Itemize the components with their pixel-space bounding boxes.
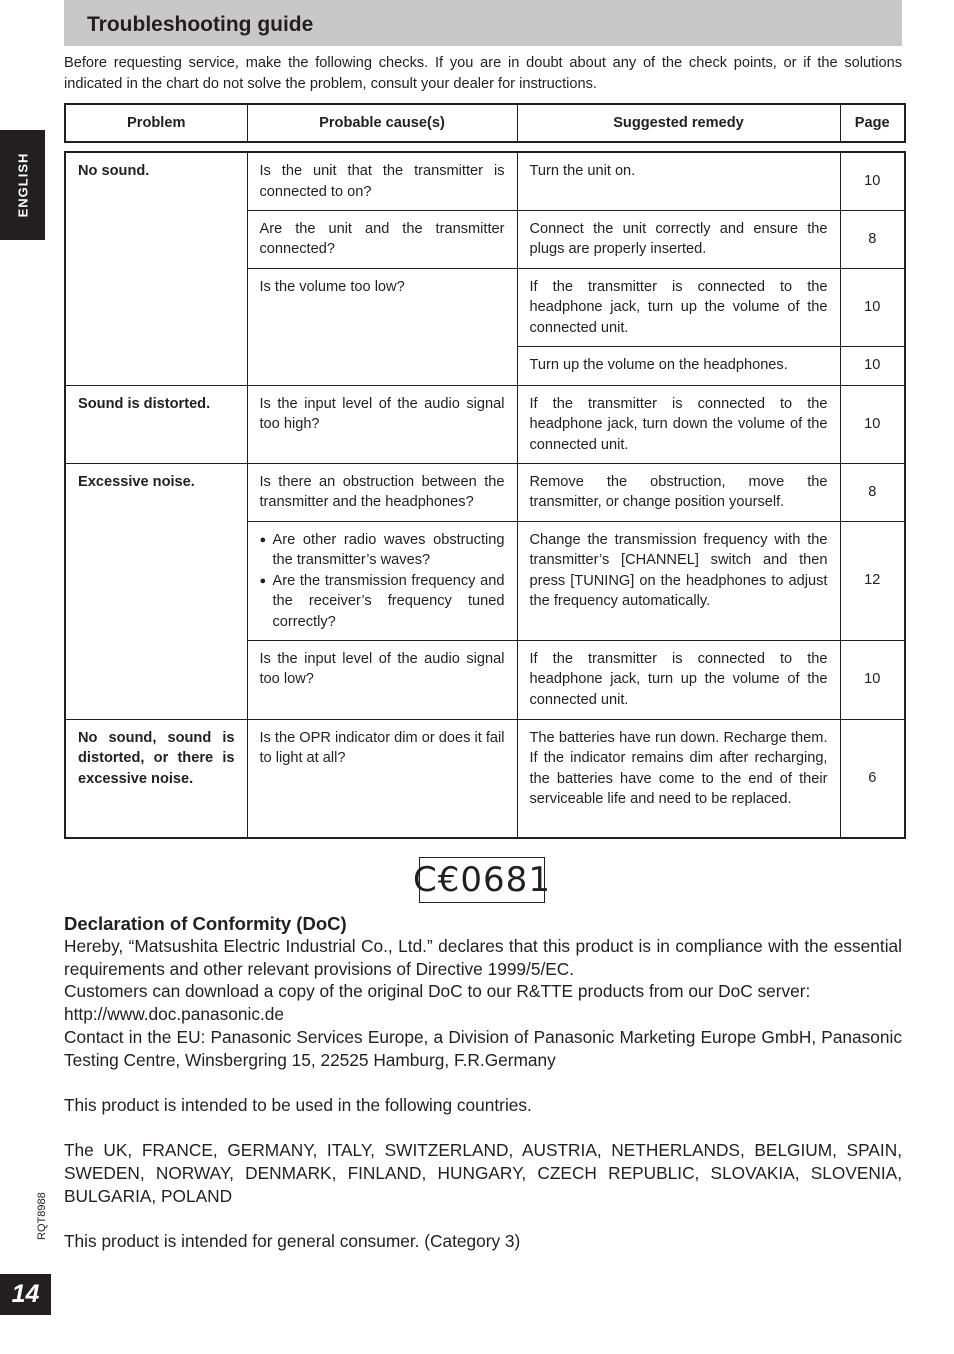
- problem-cell: No sound, sound is distorted, or there is excessive noise.: [65, 719, 247, 838]
- page-number-label: 14: [11, 1280, 40, 1308]
- page-number: [0, 1274, 51, 1315]
- header-remedy: Suggested remedy: [517, 104, 840, 142]
- list-item: ● Are the transmission frequency and the receiver’s frequency tuned correctly?: [260, 571, 505, 633]
- problem-cell: Sound is distorted.: [65, 385, 247, 463]
- page-cell: 6: [840, 719, 905, 838]
- page-cell: 10: [840, 385, 905, 463]
- declaration-heading: Declaration of Conformity (DoC): [64, 913, 347, 934]
- page-cell: 8: [840, 210, 905, 268]
- doc-server-url: http://www.doc.panasonic.de: [64, 1004, 284, 1025]
- header-cause: Probable cause(s): [247, 104, 517, 142]
- cause-cell: Is the input level of the audio signal too low?: [247, 640, 517, 719]
- list-item: ● Are other radio waves obstructing the transmitter’s waves?: [260, 530, 505, 571]
- declaration-paragraph: Hereby, “Matsushita Electric Industrial Co., Ltd.” declares that this product is in compliance with the essential requirements and other relevant provisions of Directive 1999/5/EC.: [64, 936, 902, 979]
- remedy-cell: The batteries have run down. Recharge them. If the indicator remains dim after recharging, the batteries have come to the end of their serviceable life and need to be replaced.: [517, 719, 840, 838]
- remedy-cell: Turn up the volume on the headphones.: [517, 346, 840, 385]
- declaration-paragraph: This product is intended to be used in the following countries.: [64, 1094, 532, 1115]
- cause-cell: Are the unit and the transmitter connected?: [247, 210, 517, 268]
- cause-cell: Is the volume too low?: [247, 268, 517, 385]
- page-cell: 10: [840, 152, 905, 210]
- remedy-cell: Connect the unit correctly and ensure the plugs are properly inserted.: [517, 210, 840, 268]
- remedy-cell: If the transmitter is connected to the headphone jack, turn up the volume of the connected unit.: [517, 640, 840, 719]
- remedy-cell: Change the transmission frequency with the transmitter’s [CHANNEL] switch and then press [TUNING] on the headphones to adjust the frequency automatically.: [517, 521, 840, 640]
- table-header: [64, 103, 906, 143]
- cause-cell: [247, 521, 517, 640]
- header-problem: Problem: [65, 104, 247, 142]
- cause-cell: Is the input level of the audio signal too high?: [247, 385, 517, 463]
- page-title: Troubleshooting guide: [87, 13, 314, 36]
- cause-cell: Is the unit that the transmitter is connected to on?: [247, 152, 517, 210]
- remedy-cell: Turn the unit on.: [517, 152, 840, 210]
- page-cell: 10: [840, 640, 905, 719]
- intro-text: Before requesting service, make the following checks. If you are in doubt about any of the check points, or if the solutions indicated in the chart do not solve the problem, consult your dealer for instructions.: [64, 55, 902, 92]
- page-cell: 10: [840, 346, 905, 385]
- ce-mark-text: C€0681: [413, 860, 551, 900]
- table-row: [65, 719, 905, 838]
- countries-list: The UK, FRANCE, GERMANY, ITALY, SWITZERLAND, AUSTRIA, NETHERLANDS, BELGIUM, SPAIN, SWEDEN, NORWAY, DENMARK, FINLAND, HUNGARY, CZECH REPUBLIC, SLOVAKIA, SLOVENIA, BULGARIA, POLAND: [64, 1140, 902, 1206]
- title-bar: [64, 0, 902, 46]
- table-row: [65, 385, 905, 463]
- problem-cell: No sound.: [65, 152, 247, 385]
- remedy-cell: If the transmitter is connected to the headphone jack, turn down the volume of the connected unit.: [517, 385, 840, 463]
- table-row: [65, 152, 905, 210]
- cause-cell: Is the OPR indicator dim or does it fail to light at all?: [247, 719, 517, 838]
- remedy-cell: If the transmitter is connected to the headphone jack, turn up the volume of the connected unit.: [517, 268, 840, 346]
- troubleshooting-table: [64, 151, 906, 839]
- language-tab-label: ENGLISH: [15, 152, 30, 218]
- model-code: RQT8988: [36, 1192, 48, 1240]
- cause-bullet-list: [260, 530, 505, 633]
- header-page: Page: [840, 104, 905, 142]
- language-tab: [0, 130, 45, 240]
- ce-mark-logo: [413, 857, 551, 903]
- page-cell: 12: [840, 521, 905, 640]
- remedy-cell: Remove the obstruction, move the transmitter, or change position yourself.: [517, 463, 840, 521]
- declaration-paragraph: Customers can download a copy of the original DoC to our R&TTE products from our DoC server:: [64, 981, 811, 1002]
- declaration-paragraph: Contact in the EU: Panasonic Services Europe, a Division of Panasonic Marketing Europe GmbH, Panasonic Testing Centre, Winsbergring 15, 22525 Hamburg, F.R.Germany: [64, 1026, 902, 1070]
- problem-cell: Excessive noise.: [65, 463, 247, 719]
- cause-cell: Is there an obstruction between the transmitter and the headphones?: [247, 463, 517, 521]
- page-cell: 10: [840, 268, 905, 346]
- table-row: [65, 463, 905, 521]
- declaration-paragraph: This product is intended for general consumer. (Category 3): [64, 1231, 521, 1252]
- page-cell: 8: [840, 463, 905, 521]
- declaration-section: [64, 913, 902, 1253]
